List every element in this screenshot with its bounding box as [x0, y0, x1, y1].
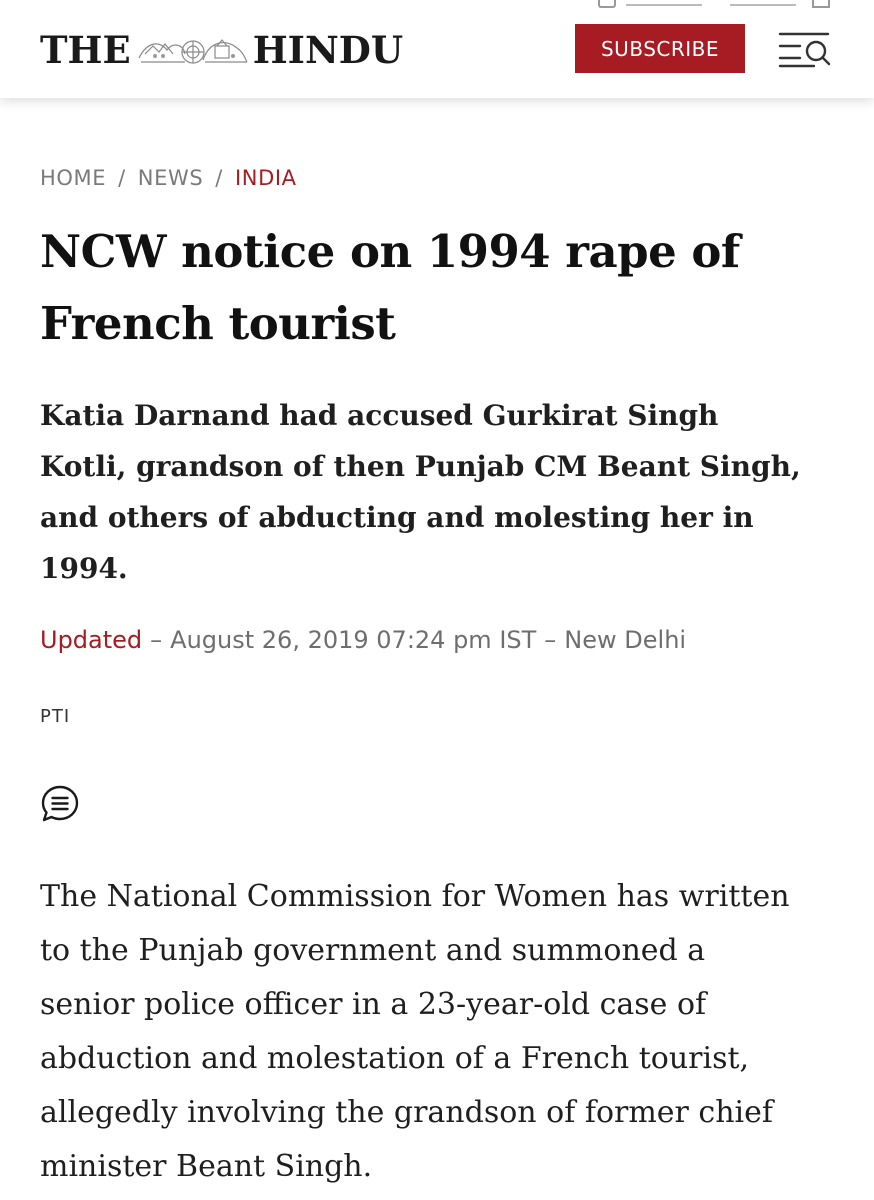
- article-title: [40, 216, 840, 360]
- logo-text-left: THE: [40, 28, 131, 72]
- subhead-line: and others of abducting and molesting her in: [40, 501, 754, 534]
- menu-search-icon[interactable]: [778, 30, 832, 70]
- breadcrumb-separator: /: [118, 166, 126, 190]
- article-meta: [40, 618, 686, 662]
- publish-date: August 26, 2019 07:24 pm IST: [170, 626, 537, 654]
- meta-separator: –: [544, 626, 557, 654]
- subscribe-button[interactable]: SUBSCRIBE: [575, 24, 745, 73]
- title-line: NCW notice on 1994 rape of: [40, 225, 740, 278]
- body-line: senior police officer in a 23-year-old case of: [40, 987, 707, 1022]
- site-header: [0, 0, 874, 98]
- title-line: French tourist: [40, 297, 396, 350]
- site-logo[interactable]: [40, 26, 403, 74]
- body-line: allegedly involving the grandson of former chief: [40, 1095, 773, 1130]
- comment-icon[interactable]: [40, 784, 80, 824]
- body-line: to the Punjab government and summoned a: [40, 933, 706, 968]
- breadcrumb-separator: /: [215, 166, 223, 190]
- subhead-line: 1994.: [40, 552, 128, 585]
- breadcrumb: [40, 163, 297, 193]
- breadcrumb-india[interactable]: INDIA: [234, 166, 297, 190]
- subhead-line: Katia Darnand had accused Gurkirat Singh: [40, 399, 719, 432]
- breadcrumb-news[interactable]: NEWS: [137, 166, 204, 190]
- article-body-paragraph: [40, 870, 850, 1194]
- logo-text-right: HINDU: [252, 28, 404, 72]
- dateline-location: New Delhi: [564, 626, 687, 654]
- meta-separator: –: [150, 626, 163, 654]
- author-byline[interactable]: PTI: [40, 706, 71, 727]
- breadcrumb-home[interactable]: HOME: [40, 166, 107, 190]
- updated-label: Updated: [40, 626, 143, 654]
- body-line: The National Commission for Women has written: [40, 879, 790, 914]
- article-subheadline: [40, 390, 840, 594]
- subhead-line: Kotli, grandson of then Punjab CM Beant Singh,: [40, 450, 801, 483]
- body-line: minister Beant Singh.: [40, 1149, 373, 1184]
- body-line: abduction and molestation of a French tourist,: [40, 1041, 750, 1076]
- emblem-icon: [133, 28, 251, 72]
